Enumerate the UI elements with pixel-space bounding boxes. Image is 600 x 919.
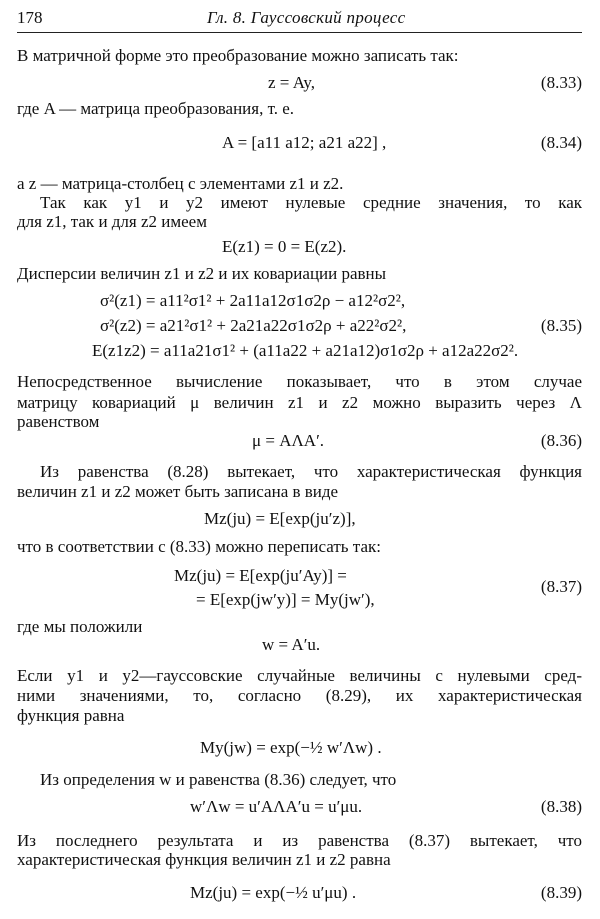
equation-cf: Mz(ju) = E[exp(ju′z)], [204,509,356,528]
paragraph-line: а z — матрица-столбец с элементами z1 и z2. [17,174,344,193]
equation-number: (8.38) [540,797,582,816]
equation-number: (8.37) [540,577,582,596]
equation-8-33: z = Ay, [268,73,316,92]
paragraph-line: матрицу ковариаций μ величин z1 и z2 можно выразить через Λ [17,393,582,412]
equation-mean: E(z1) = 0 = E(z2). [222,237,347,256]
header-rule [17,32,582,33]
equation-8-36: μ = AΛA′. [252,431,325,450]
equation-my: My(jw) = exp(−½ w′Λw) . [200,738,382,757]
paragraph-line: Из определения w и равенства (8.36) следует, что [40,770,397,789]
page-number: 178 [17,8,43,27]
equation-number: (8.35) [540,316,582,335]
equation-number: (8.36) [540,431,582,450]
paragraph-line: Так как y1 и y2 имеют нулевые средние значения, то как [40,193,582,212]
paragraph-line: равенством [17,412,100,431]
paragraph-line: функция равна [17,706,125,725]
equation-8-35-a: σ²(z1) = a11²σ1² + 2a11a12σ1σ2ρ − a12²σ2², [100,291,406,310]
paragraph-line: Из равенства (8.28) вытекает, что характеристическая функция [40,462,582,481]
paragraph-line: величин z1 и z2 может быть записана в виде [17,482,339,501]
equation-w: w = A′u. [262,635,321,654]
paragraph-line: Непосредственное вычисление показывает, что в этом случае [17,372,582,391]
paragraph-line: характеристическая функция величин z1 и z2 равна [17,850,391,869]
paragraph-line: ними значениями, то, согласно (8.29), их характеристическая [17,686,582,705]
equation-number: (8.33) [540,73,582,92]
paragraph-line: где мы положили [17,617,143,636]
equation-number: (8.34) [540,133,582,152]
paragraph-line: что в соответствии с (8.33) можно переписать так: [17,537,381,556]
equation-8-34: A = [a11 a12; a21 a22] , [222,133,387,152]
equation-8-35-b: σ²(z2) = a21²σ1² + 2a21a22σ1σ2ρ + a22²σ2², [100,316,407,335]
equation-8-39: Mz(ju) = exp(−½ u′μu) . [190,883,357,902]
equation-8-37-a: Mz(ju) = E[exp(ju′Ay)] = [174,566,347,585]
equation-8-37-b: = E[exp(jw′y)] = My(jw′), [196,590,375,609]
equation-number: (8.39) [540,883,582,902]
page-header [17,8,582,32]
paragraph-line: где A — матрица преобразования, т. е. [17,99,295,118]
paragraph-line: для z1, так и для z2 имеем [17,212,207,231]
paragraph-line: Из последнего результата и из равенства (8.37) вытекает, что [17,831,582,850]
equation-8-35-c: E(z1z2) = a11a21σ1² + (a11a22 + a21a12)σ1σ2ρ + a12a22σ2². [92,341,519,360]
paragraph-line: Если y1 и y2—гауссовские случайные величины с нулевыми сред- [17,666,582,685]
paragraph-line: В матричной форме это преобразование можно записать так: [17,46,459,65]
paragraph-line: Дисперсии величин z1 и z2 и их ковариации равны [17,264,387,283]
running-head: Гл. 8. Гауссовский процесс [207,8,406,27]
equation-8-38: w′Λw = u′AΛA′u = u′μu. [190,797,363,816]
